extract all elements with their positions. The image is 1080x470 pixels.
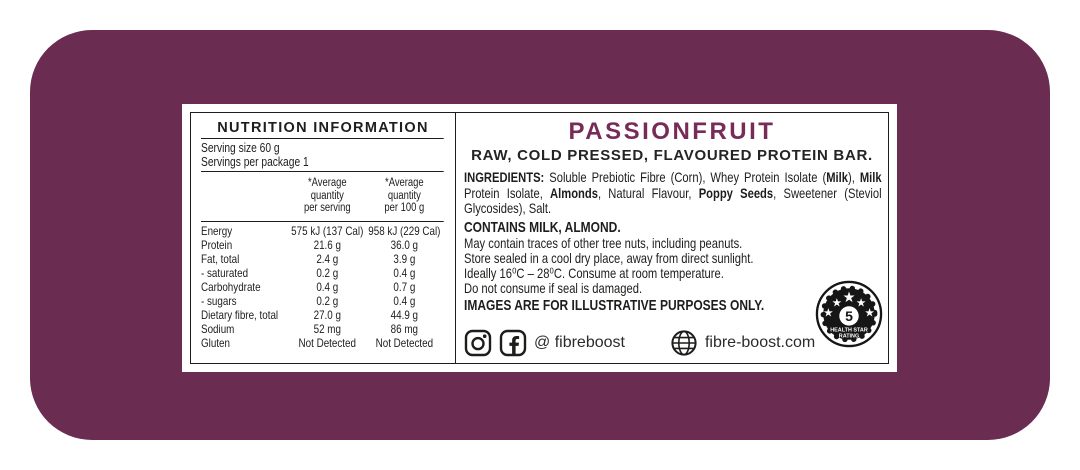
serving-size: Serving size 60 g: [201, 141, 280, 155]
svg-text:★: ★: [823, 305, 834, 320]
social-handle: @ fibreboost: [534, 334, 625, 351]
column-headers: [201, 174, 444, 219]
svg-text:★: ★: [855, 295, 867, 310]
table-row: Carbohydrate 0.4 g 0.7 g: [201, 279, 416, 294]
star-rating-value: 5: [845, 307, 853, 324]
images-disclaimer: IMAGES ARE FOR ILLUSTRATIVE PURPOSES ONLY.: [464, 297, 765, 315]
contains-statement: CONTAINS MILK, ALMOND.: [464, 218, 621, 236]
divider-rule: [201, 171, 444, 172]
product-tagline: RAW, COLD PRESSED, FLAVOURED PROTEIN BAR.: [471, 147, 873, 164]
ingredients-text: INGREDIENTS: Soluble Prebiotic Fibre (Corn), Whey Protein Isolate (Milk), Milk Protein Isolate, Almonds, Natural Flavour, Poppy Seeds, Sweetener (Steviol Glycosides), Salt.: [464, 169, 882, 216]
column-header-per-100g: *Average quantity per 100 g: [384, 177, 425, 214]
table-row: Dietary fibre, total 27.0 g 44.9 g: [201, 307, 419, 322]
health-star-label-1: HEALTH STAR: [830, 327, 868, 334]
servings-per-package: Servings per package 1: [201, 155, 309, 169]
note-line: Do not consume if seal is damaged.: [464, 280, 643, 297]
table-row: Protein 21.6 g 36.0 g: [201, 237, 419, 252]
nutrition-title: NUTRITION INFORMATION: [217, 120, 429, 136]
table-row: Energy 575 kJ (137 Cal) 958 kJ (229 Cal): [201, 223, 441, 238]
svg-text:★: ★: [842, 288, 856, 306]
note-line: Store sealed in a cool dry place, away from direct sunlight.: [464, 249, 754, 266]
product-name: PASSIONFRUIT: [568, 118, 776, 145]
facebook-icon: [499, 329, 527, 357]
note-line: Ideally 16⁰C – 28⁰C. Consume at room temperature.: [464, 264, 724, 281]
divider-rule: [201, 221, 444, 222]
table-row: Sodium 52 mg 86 mg: [201, 321, 419, 336]
nutrition-table: [201, 224, 444, 350]
table-row: Fat, total 2.4 g 3.9 g: [201, 251, 416, 266]
column-header-per-serving: *Average quantity per serving: [303, 177, 351, 214]
label-card: [182, 104, 897, 372]
product-panel: [456, 113, 888, 363]
health-star-label-2: RATING: [838, 333, 860, 340]
divider-rule: [201, 138, 444, 139]
table-row: Gluten Not Detected Not Detected: [201, 335, 434, 350]
health-star-rating-badge: [815, 280, 883, 348]
nutrition-panel: [191, 113, 456, 363]
svg-text:★: ★: [831, 295, 843, 310]
globe-icon: [670, 329, 698, 357]
website-url: fibre-boost.com: [704, 334, 816, 351]
table-row: - saturated 0.2 g 0.4 g: [201, 265, 416, 280]
table-row: - sugars 0.2 g 0.4 g: [201, 293, 416, 308]
label-border: [190, 112, 889, 364]
svg-text:★: ★: [864, 305, 875, 320]
note-line: May contain traces of other tree nuts, including peanuts.: [464, 234, 743, 251]
column-header-spacer: [201, 177, 290, 215]
instagram-icon: [464, 329, 492, 357]
